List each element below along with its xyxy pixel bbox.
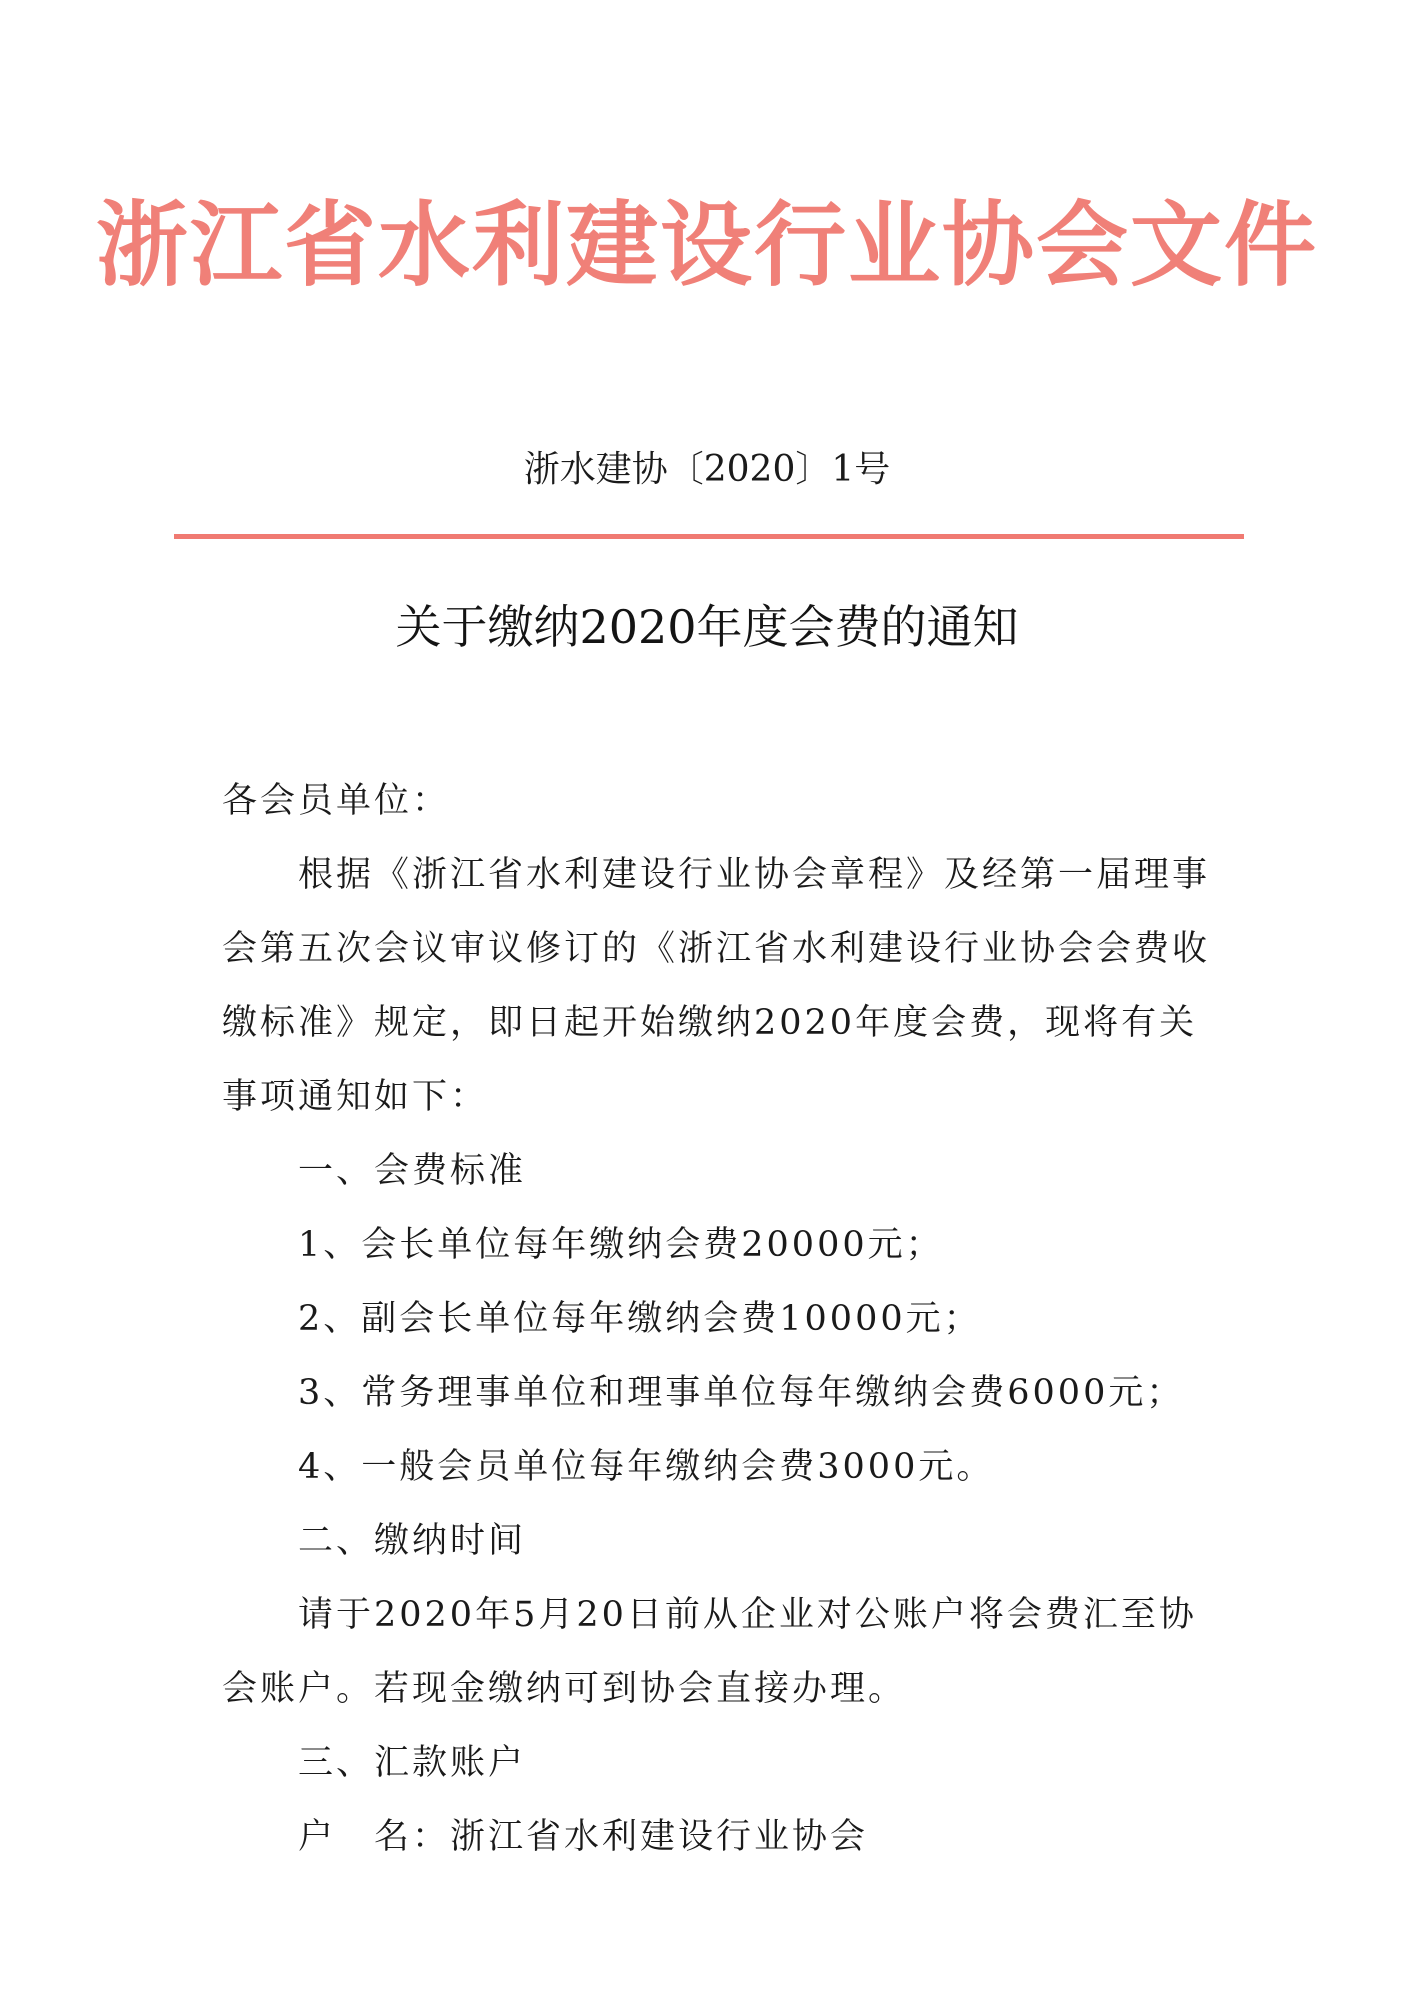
- section-heading-account: 三、汇款账户: [298, 1743, 527, 1783]
- fee-item: 4、一般会员单位每年缴纳会费3000元。: [298, 1447, 995, 1487]
- section-heading-fee-standard: 一、会费标准: [298, 1151, 527, 1191]
- notice-body: [222, 764, 1222, 1874]
- section-heading-payment-time: 二、缴纳时间: [298, 1521, 527, 1561]
- fee-item: 1、会长单位每年缴纳会费20000元；: [298, 1225, 944, 1265]
- fee-item: 3、常务理事单位和理事单位每年缴纳会费6000元；: [298, 1373, 1185, 1413]
- intro-line: 缴标准》规定，即日起开始缴纳2020年度会费，现将有关: [222, 1003, 1198, 1043]
- document-number: 浙水建协〔2020〕1号: [523, 449, 891, 490]
- notice-title: 关于缴纳2020年度会费的通知: [395, 600, 1019, 654]
- payment-time-line: 会账户。若现金缴纳可到协会直接办理。: [222, 1669, 907, 1709]
- fee-item: 2、副会长单位每年缴纳会费10000元；: [298, 1299, 982, 1339]
- salutation: 各会员单位：: [222, 781, 451, 821]
- intro-line: 根据《浙江省水利建设行业协会章程》及经第一届理事: [298, 855, 1211, 895]
- letterhead-title: 浙江省水利建设行业协会文件: [95, 192, 1318, 299]
- intro-line: 会第五次会议审议修订的《浙江省水利建设行业协会会费收: [222, 929, 1211, 969]
- intro-line: 事项通知如下：: [222, 1077, 489, 1117]
- payment-time-line: 请于2020年5月20日前从企业对公账户将会费汇至协: [298, 1595, 1197, 1635]
- account-name: 户 名：浙江省水利建设行业协会: [298, 1817, 869, 1857]
- red-divider-line: [174, 534, 1244, 539]
